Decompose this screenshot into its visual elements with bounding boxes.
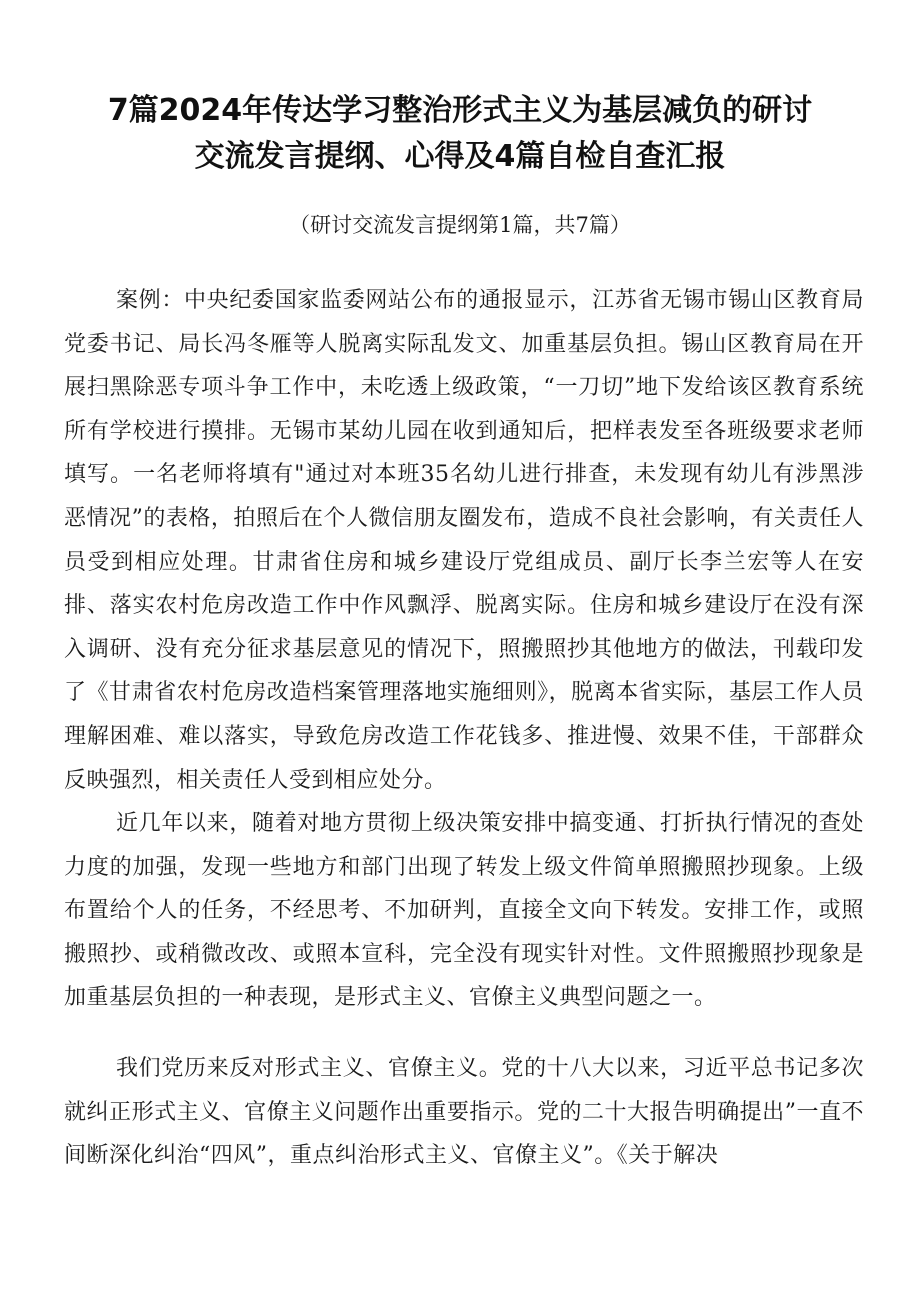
paragraph-party-history: 我们党历来反对形式主义、官僚主义。党的十八大以来，习近平总书记多次就纠正形式主义、官僚主义问题作出重要指示。党的二十大报告明确提出”一直不间断深化纠治“四风”，重点纠治形式主义、官僚主义”。《关于解决 [64, 1056, 864, 1169]
document-title-line-2: 交流发言提纲、心得及4篇自检自查汇报 [194, 139, 726, 174]
document-title-line-1: 7篇2024年传达学习整治形式主义为基层减负的研讨 [107, 93, 813, 128]
document-subtitle: （研讨交流发言提纲第1篇，共7篇） [289, 213, 631, 237]
paragraph-case-study: 案例：中央纪委国家监委网站公布的通报显示，江苏省无锡市锡山区教育局党委书记、局长冯冬雁等人脱离实际乱发文、加重基层负担。锡山区教育局在开展扫黑除恶专项斗争工作中，未吃透上级政策，“一刀切”地下发给该区教育系统所有学校进行摸排。无锡市某幼儿园在收到通知后，把样表发至各班级要求老师填写。一名老师将填有"通过对本班35名幼儿进行排查，未发现有幼儿有涉黑涉恶情况”的表格，拍照后在个人微信朋友圈发布，造成不良社会影响，有关责任人员受到相应处理。甘肃省住房和城乡建设厅党组成员、副厅长李兰宏等人在安排、落实农村危房改造工作中作风飘浮、脱离实际。住房和城乡建设厅在没有深入调研、没有充分征求基层意见的情况下，照搬照抄其他地方的做法，刊载印发了《甘肃省农村危房改造档案管理落地实施细则》，脱离本省实际，基层工作人员理解困难、难以落实，导致危房改造工作花钱多、推进慢、效果不佳，干部群众反映强烈，相关责任人受到相应处分。 [64, 288, 864, 793]
paragraph-recent-years: 近几年以来，随着对地方贯彻上级决策安排中搞变通、打折执行情况的查处力度的加强，发现一些地方和部门出现了转发上级文件简单照搬照抄现象。上级布置给个人的任务，不经思考、不加研判，直接全文向下转发。安排工作，或照搬照抄、或稍微改改、或照本宣科，完全没有现实针对性。文件照搬照抄现象是加重基层负担的一种表现，是形式主义、官僚主义典型问题之一。 [64, 811, 864, 1011]
